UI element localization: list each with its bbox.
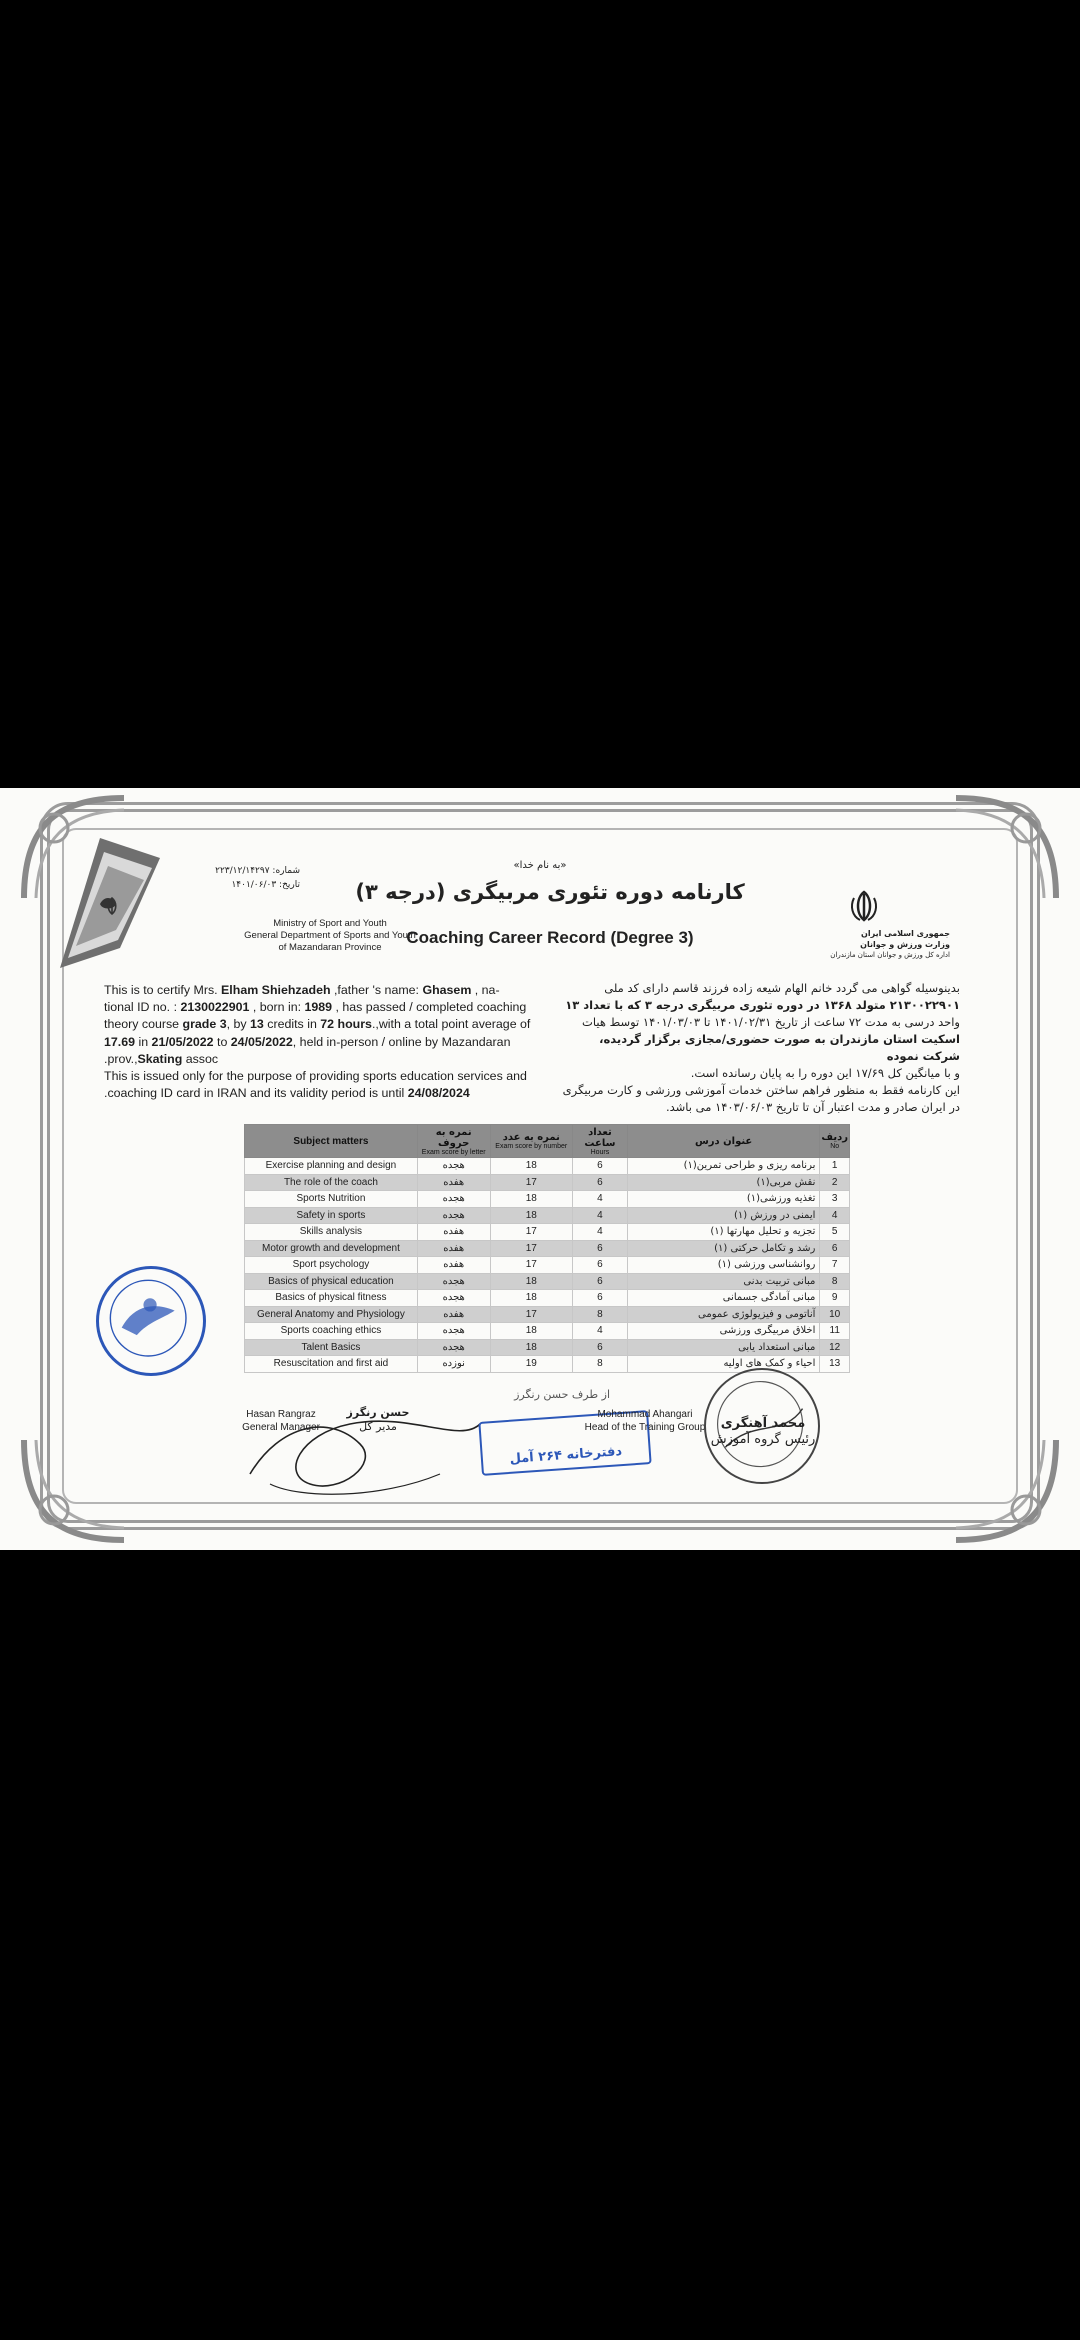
- average: 17.69: [104, 1034, 136, 1049]
- letter-number: شماره: ۲۲۳/۱۲/۱۴۲۹۷: [215, 866, 300, 876]
- title-fa-cell: رشد و تکامل حرکتی (۱): [627, 1240, 820, 1257]
- hours-cell: 8: [573, 1356, 628, 1373]
- hours-cell: 4: [573, 1323, 628, 1340]
- hours-cell: 4: [573, 1191, 628, 1208]
- col-score-number: نمره به عدد Exam score by number: [490, 1125, 573, 1158]
- fa-line-7: در ایران صادر و مدت اعتبار آن تا تاریخ ۱۴۰۳/۰۶/۰۳ می باشد.: [665, 1100, 960, 1114]
- signature-scribble: [240, 1384, 500, 1504]
- score-number-cell: 17: [490, 1174, 573, 1191]
- gm-title-fa: مدیر کل: [359, 1420, 397, 1433]
- hours-cell: 6: [573, 1290, 628, 1307]
- table-row: [245, 1290, 850, 1307]
- head-name-en: Mohammad Ahangari: [597, 1409, 693, 1420]
- score-letter-cell: هفده: [417, 1257, 490, 1274]
- iran-emblem-icon: [846, 888, 882, 924]
- hours: 72 hours: [320, 1017, 372, 1032]
- table-row: [245, 1191, 850, 1208]
- fa-line-3: واحد درسی به مدت ۷۲ ساعت از تاریخ ۱۴۰۱/۰۲/۳۱ تا ۱۴۰۱/۰۳/۰۳ توسط هیات: [582, 1015, 960, 1029]
- table-row: [245, 1158, 850, 1175]
- hours-cell: 6: [573, 1158, 628, 1175]
- col-row-no: ردیف No: [820, 1125, 850, 1158]
- subject-cell: Sports Nutrition: [245, 1191, 418, 1208]
- score-letter-cell: هجده: [417, 1191, 490, 1208]
- hours-cell: 8: [573, 1306, 628, 1323]
- title-fa-cell: نقش مربی(۱): [627, 1174, 820, 1191]
- subject-cell: Talent Basics: [245, 1339, 418, 1356]
- col-score-letter: نمره به حروف Exam score by letter: [417, 1125, 490, 1158]
- ministry-fa-line-1: جمهوری اسلامی ایران: [861, 929, 950, 938]
- handwritten-note: از طرف حسن رنگرز: [514, 1388, 610, 1401]
- row-number-cell: 7: [820, 1257, 850, 1274]
- notary-stamp-text: دفترخانه ۲۶۴ آمل: [509, 1444, 623, 1467]
- subject-cell: Resuscitation and first aid: [245, 1356, 418, 1373]
- score-number-cell: 17: [490, 1306, 573, 1323]
- bismillah: «به نام خدا»: [513, 860, 567, 871]
- subject-cell: Safety in sports: [245, 1207, 418, 1224]
- score-letter-cell: هفده: [417, 1306, 490, 1323]
- subject-cell: Basics of physical education: [245, 1273, 418, 1290]
- father-name: Ghasem: [422, 983, 472, 997]
- table-row: [245, 1240, 850, 1257]
- title-en: Coaching Career Record (Degree 3): [406, 928, 694, 947]
- ministry-en-line-3: of Mazandaran Province: [278, 942, 382, 953]
- title-fa-cell: آناتومی و فیزیولوژی عمومی: [627, 1306, 820, 1323]
- score-letter-cell: هجده: [417, 1273, 490, 1290]
- subjects-table: [244, 1124, 850, 1373]
- head-title-fa: رئیس گروه آموزش: [710, 1432, 816, 1447]
- gm-name-en: Hasan Rangraz: [246, 1409, 316, 1420]
- hours-cell: 4: [573, 1224, 628, 1241]
- fa-line-4: اسکیت استان مازندران به صورت حضوری/مجازی برگزار گردیده، شرکت نموده: [599, 1032, 960, 1063]
- row-number-cell: 10: [820, 1306, 850, 1323]
- score-letter-cell: هجده: [417, 1339, 490, 1356]
- certificate-document: [0, 788, 1080, 1550]
- score-letter-cell: هجده: [417, 1323, 490, 1340]
- fa-line-6: این کارنامه فقط به منظور فراهم ساختن خدمات آموزشی ورزشی و کارت مربیگری: [562, 1083, 960, 1097]
- hours-cell: 4: [573, 1207, 628, 1224]
- subject-cell: Sport psychology: [245, 1257, 418, 1274]
- row-number-cell: 2: [820, 1174, 850, 1191]
- ministry-fa-line-2: وزارت ورزش و جوانان: [860, 940, 950, 949]
- hours-cell: 6: [573, 1339, 628, 1356]
- association-seal-icon: [96, 1266, 206, 1376]
- ministry-en-line-1: Ministry of Sport and Youth: [273, 918, 387, 929]
- table-row: [245, 1224, 850, 1241]
- ministry-fa-line-3: اداره کل ورزش و جوانان استان مازندران: [830, 951, 950, 959]
- title-fa-cell: تغذیه ورزشی(۱): [627, 1191, 820, 1208]
- score-letter-cell: هجده: [417, 1158, 490, 1175]
- row-number-cell: 11: [820, 1323, 850, 1340]
- score-letter-cell: هفده: [417, 1174, 490, 1191]
- score-number-cell: 18: [490, 1323, 573, 1340]
- row-number-cell: 5: [820, 1224, 850, 1241]
- title-fa-cell: تجزیه و تحلیل مهارتها (۱): [627, 1224, 820, 1241]
- letter-date: تاریخ: ۱۴۰۱/۰۶/۰۳: [231, 880, 300, 890]
- table-row: [245, 1323, 850, 1340]
- title-fa: کارنامه دوره تئوری مربیگری (درجه ۳): [355, 880, 745, 904]
- association: Skating: [137, 1051, 183, 1066]
- subject-cell: The role of the coach: [245, 1174, 418, 1191]
- row-number-cell: 3: [820, 1191, 850, 1208]
- table-row: [245, 1306, 850, 1323]
- corner-ornament-bottom-right: [946, 1430, 1066, 1550]
- score-letter-cell: هفده: [417, 1224, 490, 1241]
- col-hours: تعداد ساعت Hours: [573, 1125, 628, 1158]
- emblem-small-icon: [102, 896, 122, 916]
- row-number-cell: 13: [820, 1356, 850, 1373]
- ministry-en: [200, 918, 460, 954]
- title-fa-cell: روانشناسی ورزشی (۱): [627, 1257, 820, 1274]
- fa-line-2: ۲۱۳۰۰۲۲۹۰۱ متولد ۱۳۶۸ در دوره تئوری مربیگری درجه ۳ که با تعداد ۱۳: [565, 998, 960, 1012]
- table-row: [245, 1257, 850, 1274]
- certificate-text-en: This is to certify Mrs. Elham Shiehzadeh ,father 's name: Ghasem , na- tional ID no. : 2130022901 , born in: 1989 , has passed / completed coaching theory course grade 3, by 13 credits in 72 hours.,with a total point average of 17.69 in 21/05/2022 to 24/05/2022, held in-person / online by Mazandaran .prov.,Skating assoc This is issued only for the purpose of providing sports education services and .coaching ID card in IRAN and its validity period is until 24/08/2024: [104, 983, 531, 1101]
- title-fa-cell: مبانی استعداد یابی: [627, 1339, 820, 1356]
- hours-cell: 6: [573, 1240, 628, 1257]
- table-row: [245, 1174, 850, 1191]
- grade: grade 3: [182, 1017, 227, 1032]
- national-id: 2130022901: [180, 1000, 250, 1015]
- ministry-en-line-2: General Department of Sports and Youth: [244, 930, 416, 941]
- head-signature-fa: [708, 1416, 818, 1448]
- subject-cell: Sports coaching ethics: [245, 1323, 418, 1340]
- col-subject: Subject matters: [245, 1125, 418, 1158]
- corner-ornament-top-right: [946, 788, 1066, 908]
- score-number-cell: 18: [490, 1339, 573, 1356]
- title-fa-cell: ایمنی در ورزش (۱): [627, 1207, 820, 1224]
- subject-cell: General Anatomy and Physiology: [245, 1306, 418, 1323]
- table-row: [245, 1339, 850, 1356]
- row-number-cell: 12: [820, 1339, 850, 1356]
- score-number-cell: 17: [490, 1224, 573, 1241]
- date-to: 24/05/2022: [230, 1034, 293, 1049]
- score-letter-cell: هجده: [417, 1207, 490, 1224]
- score-number-cell: 18: [490, 1207, 573, 1224]
- score-letter-cell: نوزده: [417, 1356, 490, 1373]
- title-fa-cell: برنامه ریزی و طراحی تمرین(۱): [627, 1158, 820, 1175]
- col-title-fa: عنوان درس: [627, 1125, 820, 1158]
- score-letter-cell: هفده: [417, 1240, 490, 1257]
- row-number-cell: 4: [820, 1207, 850, 1224]
- certificate-text-fa: [560, 980, 960, 1116]
- gm-title-en: General Manager: [242, 1422, 320, 1433]
- score-letter-cell: هجده: [417, 1290, 490, 1307]
- score-number-cell: 17: [490, 1257, 573, 1274]
- score-number-cell: 18: [490, 1191, 573, 1208]
- row-number-cell: 8: [820, 1273, 850, 1290]
- head-title-en: Head of the Training Group: [584, 1422, 706, 1433]
- score-number-cell: 18: [490, 1290, 573, 1307]
- fa-line-5: و با میانگین کل ۱۷/۶۹ این دوره را به پایان رسانده است.: [690, 1066, 960, 1080]
- title-fa-cell: احیاء و کمک های اولیه: [627, 1356, 820, 1373]
- row-number-cell: 6: [820, 1240, 850, 1257]
- title-fa-cell: مبانی آمادگی جسمانی: [627, 1290, 820, 1307]
- row-number-cell: 9: [820, 1290, 850, 1307]
- head-name-fa: محمد آهنگری: [720, 1416, 806, 1431]
- score-number-cell: 18: [490, 1273, 573, 1290]
- title-fa-cell: مبانی تربیت بدنی: [627, 1273, 820, 1290]
- fa-line-1: بدینوسیله گواهی می گردد خانم الهام شیعه زاده فرزند قاسم دارای کد ملی: [604, 981, 960, 995]
- score-number-cell: 17: [490, 1240, 573, 1257]
- hours-cell: 6: [573, 1273, 628, 1290]
- score-number-cell: 19: [490, 1356, 573, 1373]
- hours-cell: 6: [573, 1257, 628, 1274]
- subject-cell: Exercise planning and design: [245, 1158, 418, 1175]
- holder-name: Elham Shiehzadeh: [221, 983, 331, 997]
- subject-cell: Skills analysis: [245, 1224, 418, 1241]
- corner-ornament-bottom-left: [14, 1430, 134, 1550]
- gm-name-fa: حسن رنگرز: [346, 1406, 410, 1419]
- score-number-cell: 18: [490, 1158, 573, 1175]
- hours-cell: 6: [573, 1174, 628, 1191]
- row-number-cell: 1: [820, 1158, 850, 1175]
- table-row: [245, 1207, 850, 1224]
- subject-cell: Basics of physical fitness: [245, 1290, 418, 1307]
- subject-cell: Motor growth and development: [245, 1240, 418, 1257]
- date-from: 21/05/2022: [151, 1034, 214, 1049]
- birth-year: 1989: [304, 1000, 333, 1015]
- title-fa-cell: اخلاق مربیگری ورزشی: [627, 1323, 820, 1340]
- credits: 13: [250, 1017, 264, 1032]
- table-row: [245, 1273, 850, 1290]
- valid-until: 24/08/2024: [407, 1086, 470, 1101]
